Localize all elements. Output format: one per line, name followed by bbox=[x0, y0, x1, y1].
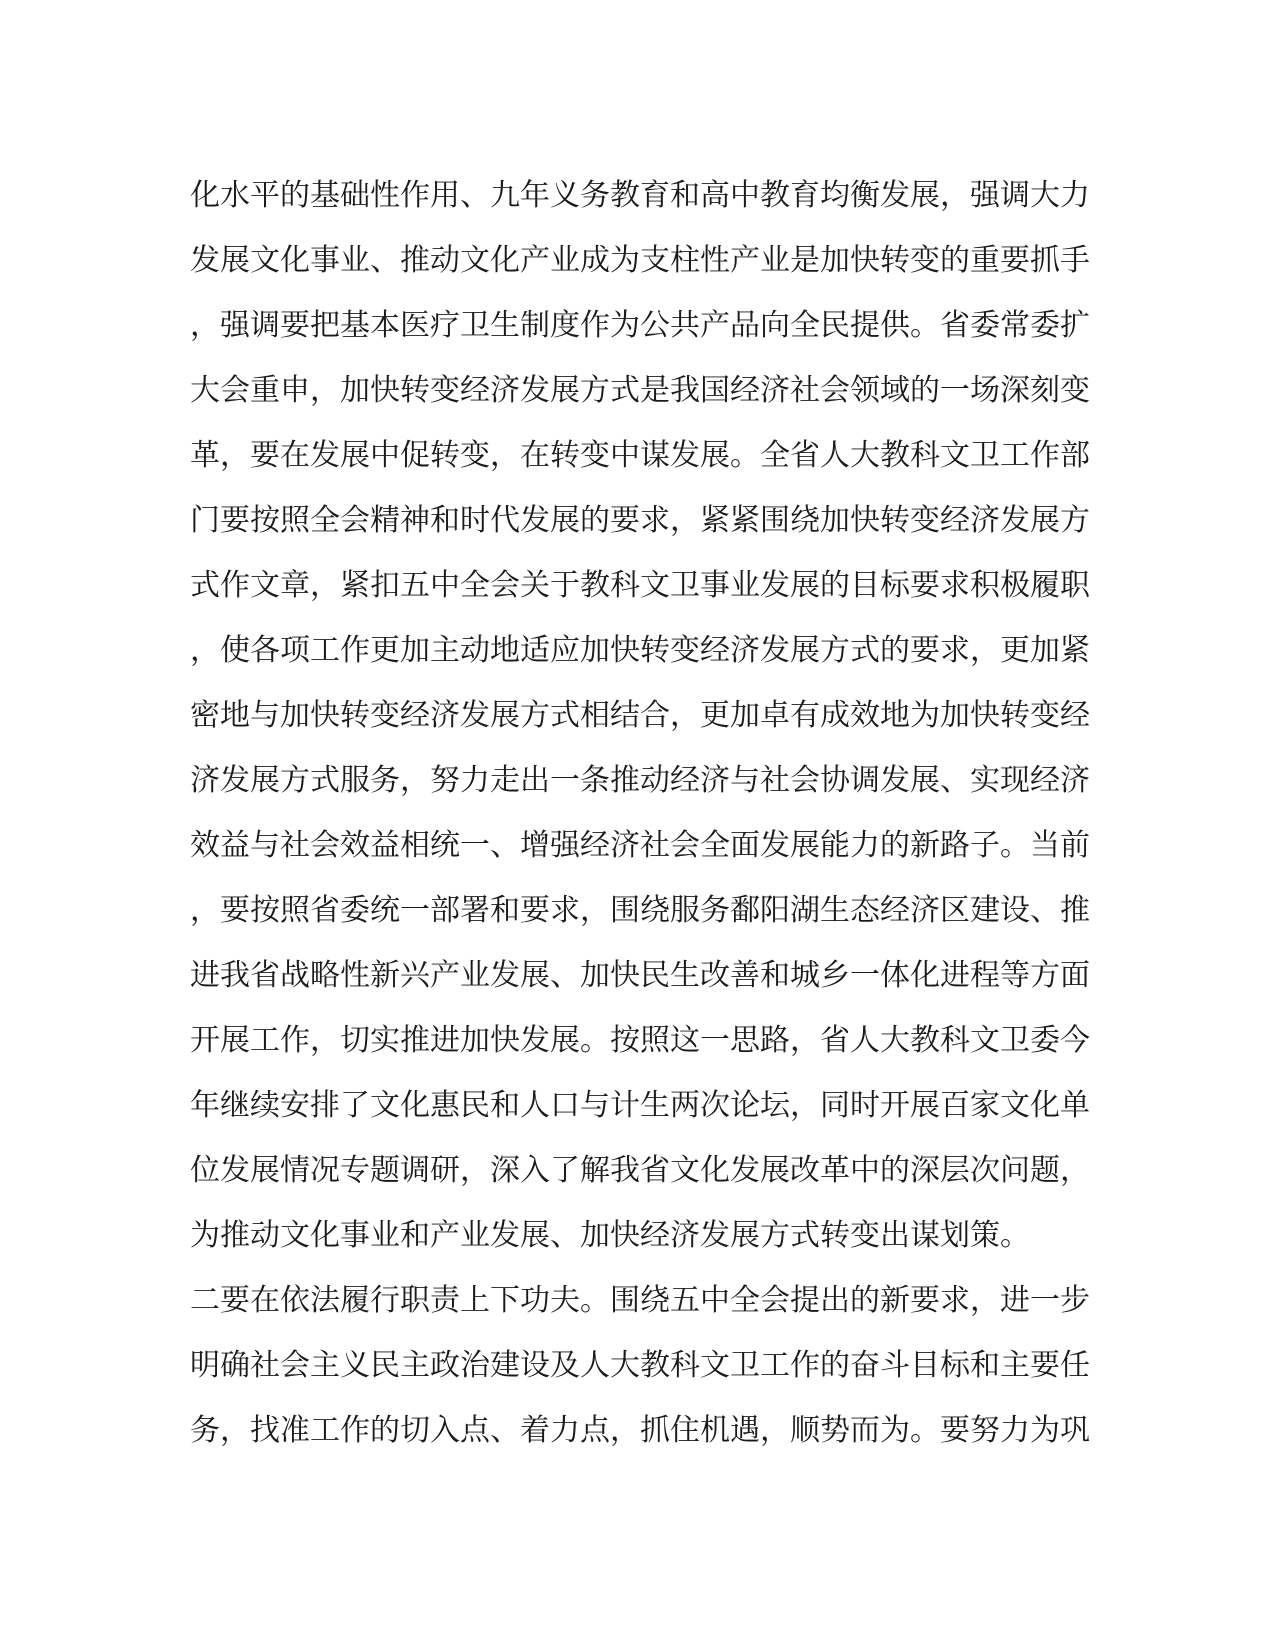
text-line: 明确社会主义民主政治建设及人大教科文卫工作的奋斗目标和主要任 bbox=[190, 1348, 1090, 1383]
text-line: 进我省战略性新兴产业发展、加快民生改善和城乡一体化进程等方面 bbox=[190, 958, 1090, 993]
text-line: 务，找准工作的切入点、着力点，抓住机遇，顺势而为。要努力为巩 bbox=[190, 1413, 1090, 1448]
text-line: ，强调要把基本医疗卫生制度作为公共产品向全民提供。省委常委扩 bbox=[190, 308, 1090, 343]
text-line: 发展文化事业、推动文化产业成为支柱性产业是加快转变的重要抓手 bbox=[190, 243, 1090, 278]
text-line: ，要按照省委统一部署和要求，围绕服务鄱阳湖生态经济区建设、推 bbox=[190, 893, 1090, 928]
text-line: 位发展情况专题调研，深入了解我省文化发展改革中的深层次问题， bbox=[190, 1153, 1090, 1188]
body-text bbox=[190, 163, 1090, 1463]
text-line: 化水平的基础性作用、九年义务教育和高中教育均衡发展，强调大力 bbox=[190, 178, 1090, 213]
text-line: 门要按照全会精神和时代发展的要求，紧紧围绕加快转变经济发展方 bbox=[190, 503, 1090, 538]
text-line: 密地与加快转变经济发展方式相结合，更加卓有成效地为加快转变经 bbox=[190, 698, 1090, 733]
text-line: 济发展方式服务，努力走出一条推动经济与社会协调发展、实现经济 bbox=[190, 763, 1090, 798]
text-line: 革，要在发展中促转变，在转变中谋发展。全省人大教科文卫工作部 bbox=[190, 438, 1090, 473]
text-line: 为推动文化事业和产业发展、加快经济发展方式转变出谋划策。 bbox=[190, 1218, 1030, 1253]
text-line: 年继续安排了文化惠民和人口与计生两次论坛，同时开展百家文化单 bbox=[190, 1088, 1090, 1123]
text-line: 式作文章，紧扣五中全会关于教科文卫事业发展的目标要求积极履职 bbox=[190, 568, 1090, 603]
text-line: ，使各项工作更加主动地适应加快转变经济发展方式的要求，更加紧 bbox=[190, 633, 1090, 668]
text-line: 二要在依法履行职责上下功夫。围绕五中全会提出的新要求，进一步 bbox=[190, 1283, 1090, 1318]
text-line: 大会重申，加快转变经济发展方式是我国经济社会领域的一场深刻变 bbox=[190, 373, 1090, 408]
text-line: 开展工作，切实推进加快发展。按照这一思路，省人大教科文卫委今 bbox=[190, 1023, 1090, 1058]
text-line: 效益与社会效益相统一、增强经济社会全面发展能力的新路子。当前 bbox=[190, 828, 1090, 863]
